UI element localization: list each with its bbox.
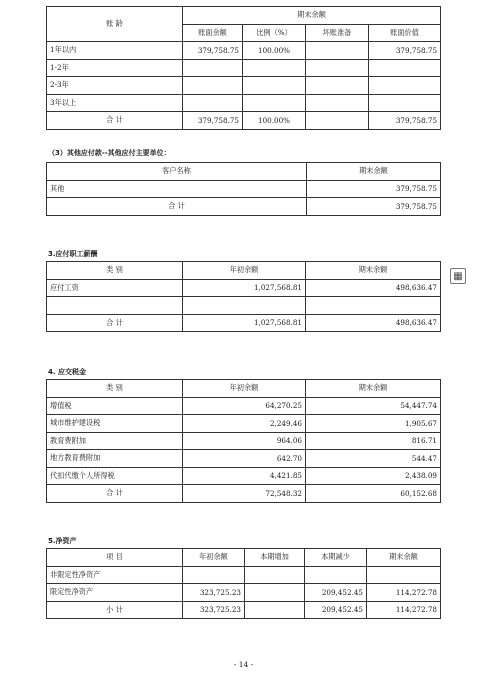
row-label: 限定性净资产: [47, 584, 183, 602]
net-assets-table: [46, 548, 441, 619]
table-row: [47, 279, 441, 297]
col-header: 坏账准备: [306, 24, 369, 42]
col-header: 期末余额: [306, 380, 441, 398]
cell-ratio: [243, 77, 306, 95]
table-row: [47, 94, 441, 112]
total-closing: 379,758.75: [307, 198, 441, 216]
table-row: [47, 59, 441, 77]
col-header: 期末余额: [306, 262, 441, 280]
col-header: 年初余额: [183, 380, 306, 398]
cell-close: 498,636.47: [306, 279, 441, 297]
row-label: 2-3年: [47, 77, 183, 95]
total-label: 合 计: [47, 112, 183, 130]
row-label: 代扣代缴个人所得税: [47, 467, 183, 485]
total-provision: [306, 112, 369, 130]
col-header: 类 别: [47, 262, 183, 280]
cell-inc: [245, 584, 305, 602]
cell-close: 1,905.67: [306, 415, 441, 433]
total-row: [47, 601, 441, 619]
table-row: [47, 397, 441, 415]
row-label: 1-2年: [47, 59, 183, 77]
cell-open: 64,270.25: [183, 397, 306, 415]
cell-close: [306, 297, 441, 315]
cell-ratio: [243, 59, 306, 77]
cell-provision: [306, 59, 369, 77]
total-close: 60,152.68: [306, 485, 441, 503]
col-header: 比例（%）: [243, 24, 306, 42]
cell-net: [369, 77, 441, 95]
document-scan-icon[interactable]: ▦: [450, 268, 466, 284]
total-inc: [245, 601, 305, 619]
cell-balance: [183, 94, 243, 112]
cell-ratio: [243, 94, 306, 112]
cell-net: 379,758.75: [369, 42, 441, 60]
col-header: 类 别: [47, 380, 183, 398]
aging-header-age: 账 龄: [47, 7, 183, 42]
cell-inc: [245, 566, 305, 584]
total-label: 小 计: [47, 601, 183, 619]
total-label: 合 计: [47, 198, 307, 216]
row-label: 地方教育费附加: [47, 450, 183, 468]
total-balance: 379,758.75: [183, 112, 243, 130]
cell-open: 4,421.85: [183, 467, 306, 485]
total-open: 72,548.32: [183, 485, 306, 503]
col-header: 期末余额: [367, 549, 441, 567]
cell-balance: 379,758.75: [183, 42, 243, 60]
row-label: 1年以内: [47, 42, 183, 60]
cell-close: 54,447.74: [306, 397, 441, 415]
cell-balance: [183, 77, 243, 95]
cell-close: 2,438.09: [306, 467, 441, 485]
table-row: [47, 180, 441, 198]
table-row: [47, 467, 441, 485]
col-header: 期末余额: [307, 163, 441, 181]
table-row: [47, 584, 441, 602]
col-header: 年初余额: [183, 549, 245, 567]
cell-open: [183, 566, 245, 584]
total-label: 合 计: [47, 485, 183, 503]
row-label: 非限定性净资产: [47, 566, 183, 584]
col-header: 本期减少: [305, 549, 367, 567]
cell-open: [183, 297, 306, 315]
cell-net: [369, 59, 441, 77]
cell-open: 642.70: [183, 450, 306, 468]
cell-open: 964.06: [183, 432, 306, 450]
cell-close: 544.47: [306, 450, 441, 468]
total-open: 323,725.23: [183, 601, 245, 619]
total-label: 合 计: [47, 314, 183, 332]
payroll-table: [46, 261, 441, 332]
net-assets-title: 5.净资产: [48, 537, 77, 545]
col-header: 客户名称: [47, 163, 307, 181]
cell-close: 114,272.78: [367, 584, 441, 602]
total-close: 114,272.78: [367, 601, 441, 619]
col-header: 本期增加: [245, 549, 305, 567]
cell-close: [367, 566, 441, 584]
page-number: - 14 -: [233, 660, 254, 669]
total-row: [47, 485, 441, 503]
cell-balance: [183, 59, 243, 77]
row-label: 应付工资: [47, 279, 183, 297]
total-net: 379,758.75: [369, 112, 441, 130]
col-header: 账面价值: [369, 24, 441, 42]
aging-table: [46, 6, 441, 130]
aging-header-closing: 期末余额: [183, 7, 441, 25]
cell-closing: 379,758.75: [307, 180, 441, 198]
cell-provision: [306, 94, 369, 112]
total-row: [47, 198, 441, 216]
col-header: 年初余额: [183, 262, 306, 280]
col-header: 项 目: [47, 549, 183, 567]
taxes-table: [46, 379, 441, 503]
table-row: [47, 566, 441, 584]
row-label: 教育费附加: [47, 432, 183, 450]
other-payables-title: （3）其他应付款--其他应付主要单位：: [48, 149, 171, 157]
payroll-title: 3.应付职工薪酬: [48, 250, 98, 258]
cell-net: [369, 94, 441, 112]
table-row: [47, 415, 441, 433]
cell-open: 2,249.46: [183, 415, 306, 433]
cell-dec: 209,452.45: [305, 584, 367, 602]
table-row: [47, 42, 441, 60]
row-label: 增值税: [47, 397, 183, 415]
table-row: [47, 297, 441, 315]
row-label: 3年以上: [47, 94, 183, 112]
cell-provision: [306, 42, 369, 60]
total-ratio: 100.00%: [243, 112, 306, 130]
other-payables-table: [46, 162, 441, 216]
table-row: [47, 77, 441, 95]
total-open: 1,027,568.81: [183, 314, 306, 332]
total-dec: 209,452.45: [305, 601, 367, 619]
table-row: [47, 432, 441, 450]
cell-ratio: 100.00%: [243, 42, 306, 60]
total-close: 498,636.47: [306, 314, 441, 332]
row-label: 其他: [47, 180, 307, 198]
table-row: [47, 450, 441, 468]
cell-close: 816.71: [306, 432, 441, 450]
cell-open: 323,725.23: [183, 584, 245, 602]
total-row: [47, 314, 441, 332]
row-label: 城市维护建设税: [47, 415, 183, 433]
cell-open: 1,027,568.81: [183, 279, 306, 297]
taxes-title: 4. 应交税金: [48, 368, 86, 376]
cell-dec: [305, 566, 367, 584]
row-label: [47, 297, 183, 315]
total-row: [47, 112, 441, 130]
cell-provision: [306, 77, 369, 95]
col-header: 账面余额: [183, 24, 243, 42]
